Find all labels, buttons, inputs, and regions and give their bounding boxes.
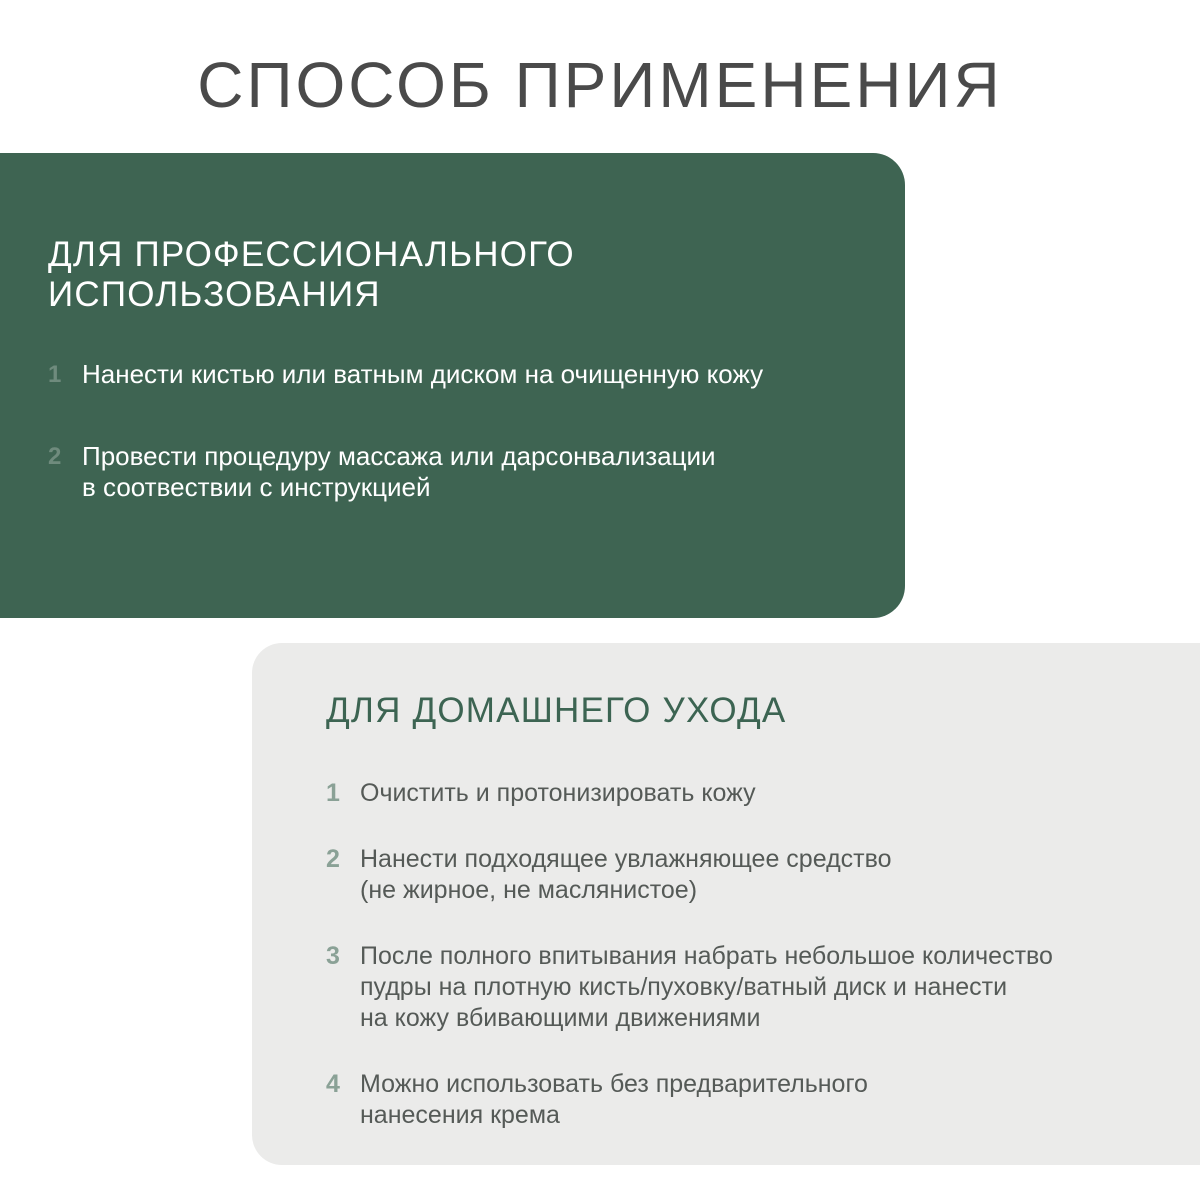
professional-title-line-1: ДЛЯ ПРОФЕССИОНАЛЬНОГО — [48, 235, 575, 274]
step-text: Нанести кистью или ватным диском на очищенную кожу — [82, 359, 764, 389]
step-text — [360, 1069, 1165, 1131]
page-title: СПОСОБ ПРИМЕНЕНИЯ — [197, 49, 1003, 121]
step-text — [82, 441, 872, 503]
step-number: 2 — [326, 845, 340, 873]
step-number: 2 — [48, 443, 62, 470]
professional-step — [48, 441, 905, 503]
step-number: 3 — [326, 942, 340, 970]
professional-step — [48, 359, 905, 390]
home-step — [326, 778, 1200, 809]
step-text — [360, 844, 1165, 906]
step-number: 1 — [326, 779, 340, 807]
step-text-line: Можно использовать без предварительного — [360, 1070, 868, 1098]
professional-title-line-2: ИСПОЛЬЗОВАНИЯ — [48, 275, 381, 314]
step-text-line: (не жирное, не маслянистое) — [360, 876, 698, 904]
home-step — [326, 844, 1200, 906]
professional-use-card — [0, 153, 905, 618]
home-step — [326, 941, 1200, 1034]
step-text-line: нанесения крема — [360, 1101, 560, 1129]
home-step — [326, 1069, 1200, 1131]
step-text-line: пудры на плотную кисть/пуховку/ватный диск и нанести — [360, 973, 1008, 1001]
professional-use-title — [48, 235, 668, 315]
home-care-card — [252, 643, 1200, 1165]
home-care-title: ДЛЯ ДОМАШНЕГО УХОДА — [326, 691, 787, 730]
professional-steps-list — [48, 359, 905, 503]
home-steps-list — [326, 778, 1200, 1131]
step-number: 1 — [48, 361, 62, 388]
step-number: 4 — [326, 1070, 340, 1098]
step-text-line: После полного впитывания набрать небольшое количество — [360, 942, 1053, 970]
step-text — [360, 941, 1165, 1034]
step-text-line: Провести процедуру массажа или дарсонвализации — [82, 441, 716, 471]
step-text-line: в соотвествии с инструкцией — [82, 472, 431, 502]
step-text-line: Нанести подходящее увлажняющее средство — [360, 845, 892, 873]
step-text: Очистить и протонизировать кожу — [360, 779, 756, 807]
step-text-line: на кожу вбивающими движениями — [360, 1004, 761, 1032]
